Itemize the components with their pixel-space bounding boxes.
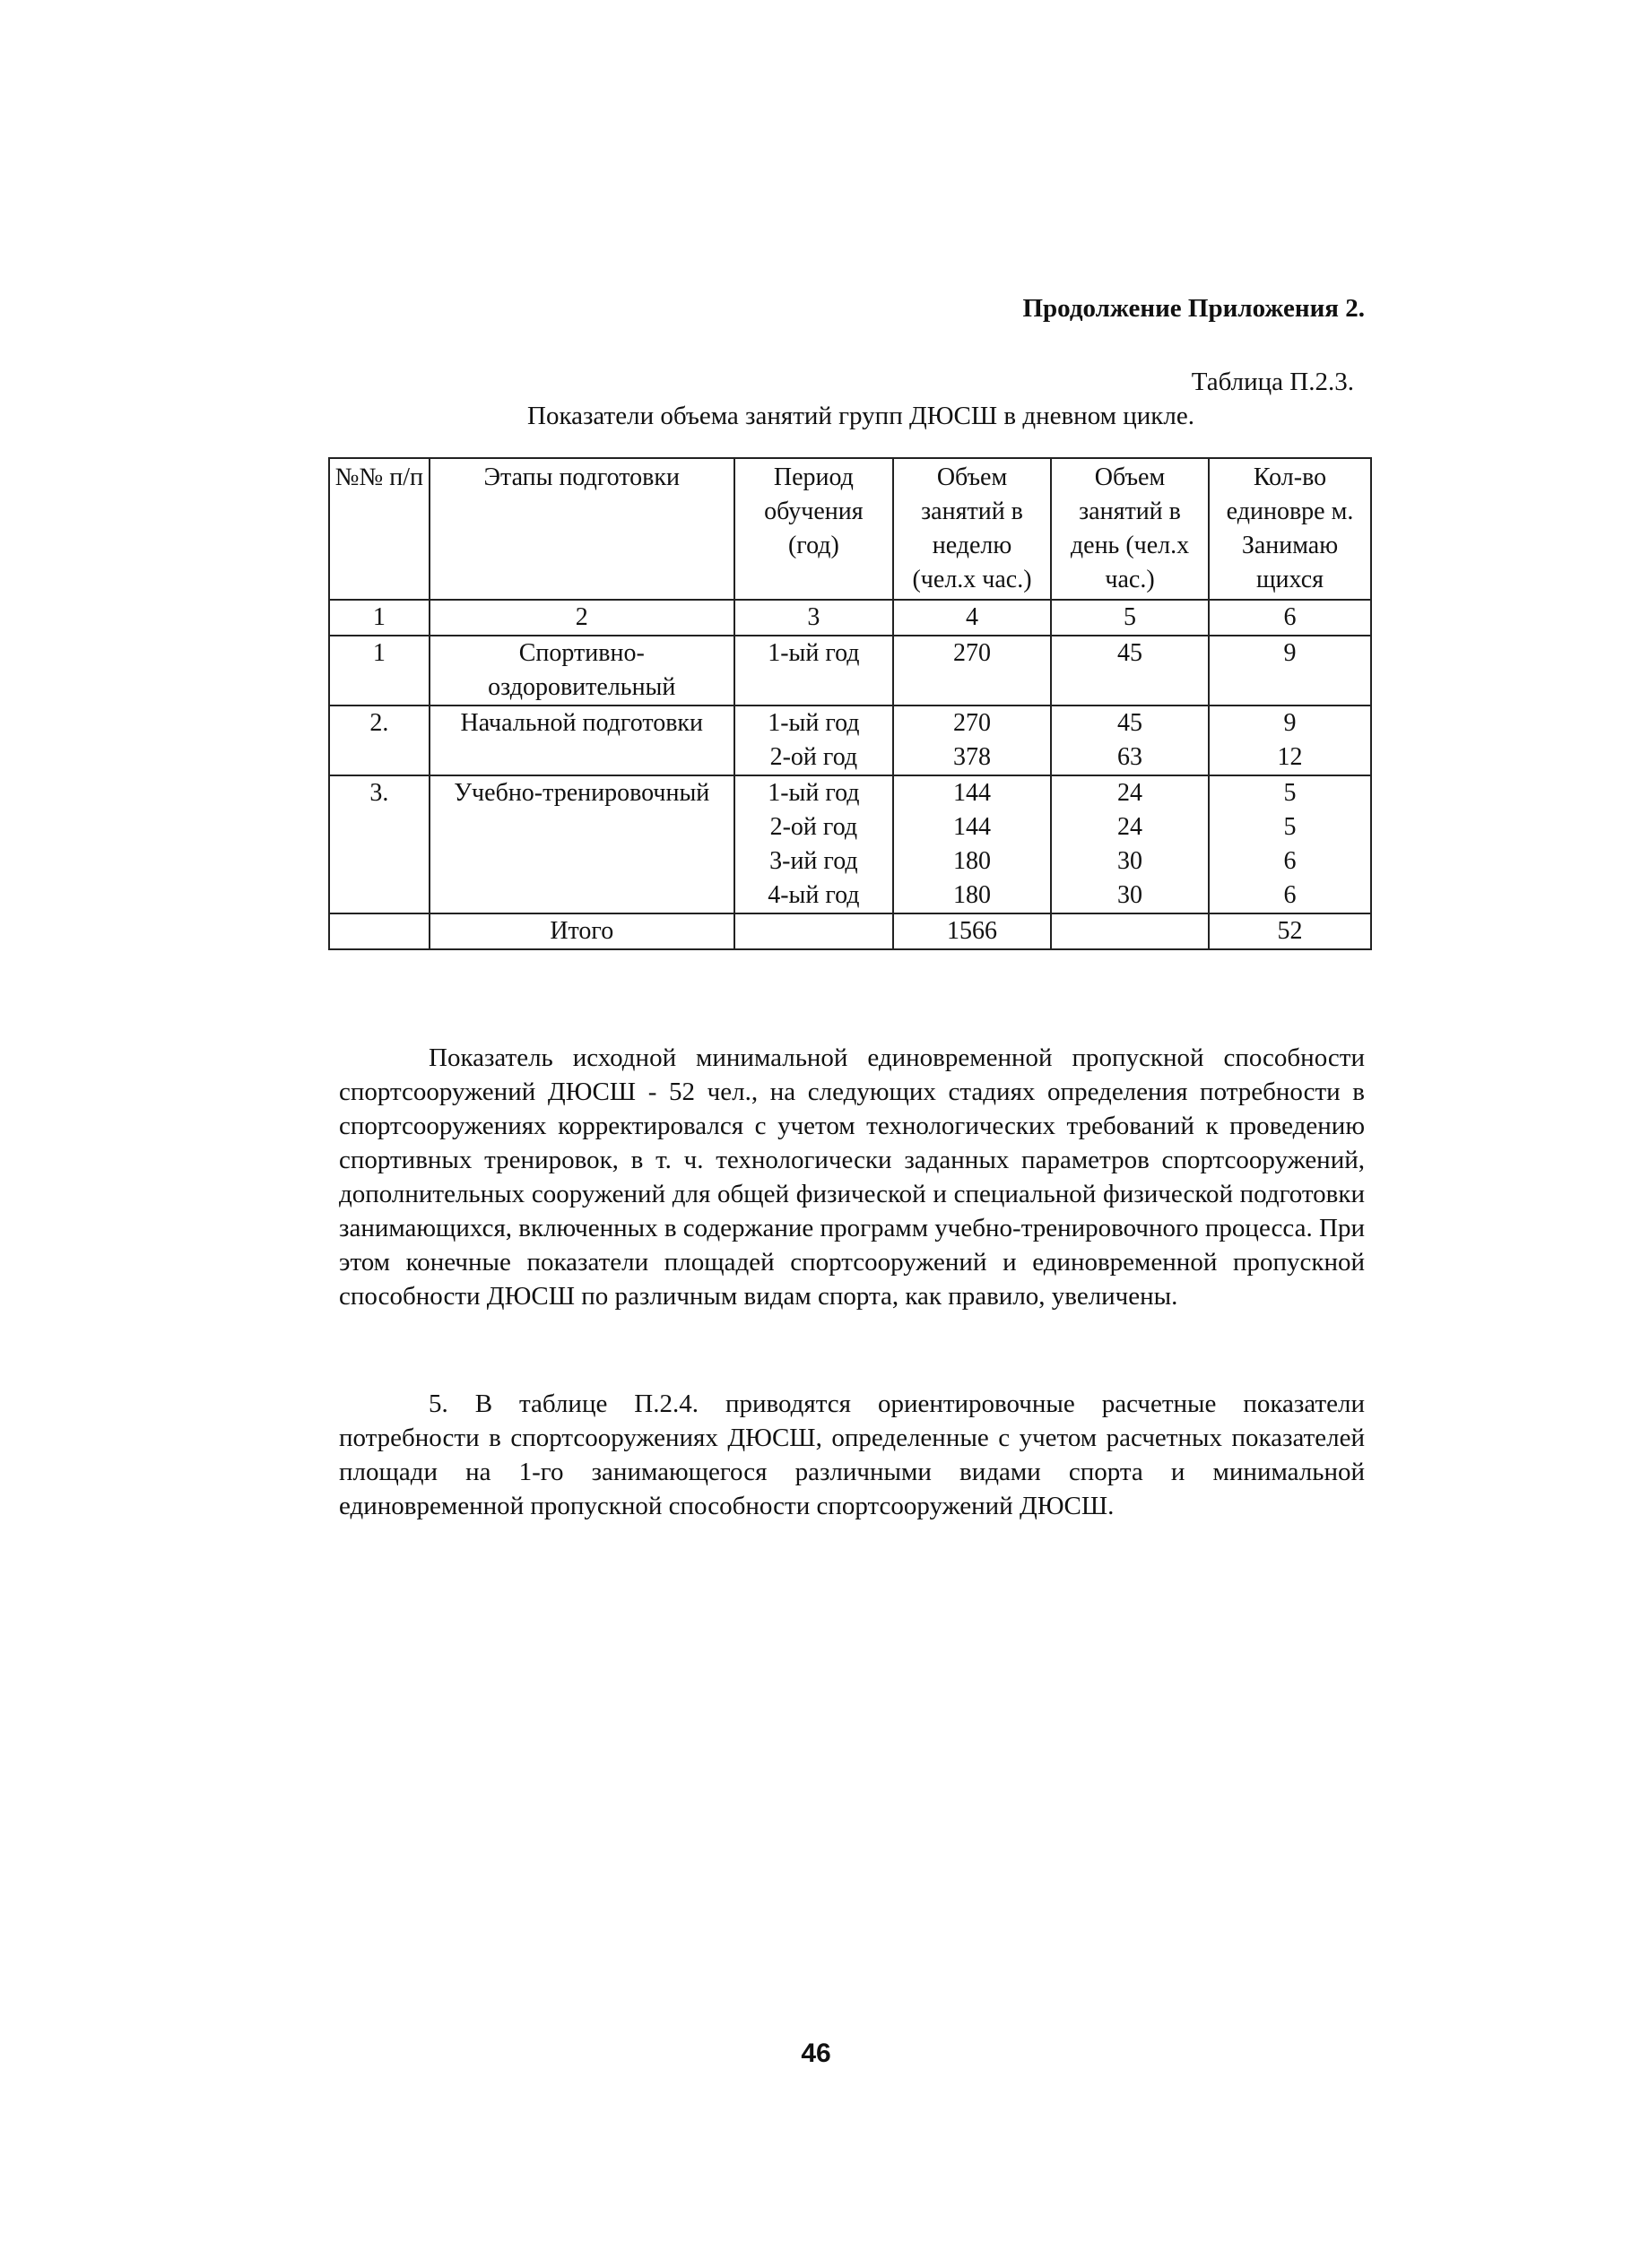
weekly-value: 144 [953, 813, 992, 841]
period-value: 1-ый год [768, 779, 860, 807]
row-weekly [893, 775, 1051, 913]
total-row [329, 913, 1371, 949]
period-value: 2-ой год [769, 743, 858, 771]
row-daily [1051, 706, 1209, 775]
row-stage: Учебно-тренировочный [430, 775, 734, 913]
row-count [1209, 636, 1371, 706]
row-weekly [893, 636, 1051, 706]
period-value: 2-ой год [769, 813, 858, 841]
header-daily-volume: Объем занятий в день (чел.х час.) [1051, 458, 1209, 600]
header-period: Период обучения (год) [734, 458, 893, 600]
count-value: 5 [1283, 813, 1297, 841]
total-empty-cell [329, 913, 430, 949]
row-number: 3. [329, 775, 430, 913]
count-value: 12 [1277, 743, 1303, 771]
page-number: 46 [801, 2039, 831, 2068]
paragraph-capacity: Показатель исходной минимальной единовременной пропускной способности спортсооружений ДЮСШ - 52 чел., на следующих стадиях определения потребности в спортсооружениях корректировался с учетом технологических требований к проведению спортивных тренировок, в т. ч. технологически заданных параметров спортсооружений, дополнительных сооружений для общей физической и специальной физической подготовки занимающихся, включенных в содержание программ учебно-тренировочного процесса. При этом конечные показатели площадей спортсооружений и единовременной пропускной способности ДЮСШ по различным видам спорта, как правило, увеличены. [339, 1043, 1365, 1311]
total-empty-cell [734, 913, 893, 949]
period-value: 1-ый год [768, 709, 860, 737]
header-stage: Этапы подготовки [430, 458, 734, 600]
weekly-value: 180 [953, 847, 992, 875]
row-number: 1 [329, 636, 430, 706]
period-value: 4-ый год [768, 881, 860, 909]
column-number: 4 [893, 600, 1051, 636]
count-value: 5 [1283, 779, 1297, 807]
column-number: 3 [734, 600, 893, 636]
table-number: Таблица П.2.3. [1191, 368, 1354, 396]
table-row [329, 636, 1371, 706]
count-value: 9 [1283, 639, 1297, 667]
daily-value: 30 [1117, 881, 1142, 909]
header-weekly-volume: Объем занятий в неделю (чел.х час.) [893, 458, 1051, 600]
column-number: 1 [329, 600, 430, 636]
period-value: 3-ий год [769, 847, 858, 875]
daily-value: 30 [1117, 847, 1142, 875]
indicators-table [328, 457, 1372, 950]
period-value: 1-ый год [768, 639, 860, 667]
total-weekly: 1566 [893, 913, 1051, 949]
row-daily [1051, 775, 1209, 913]
daily-value: 45 [1117, 639, 1142, 667]
weekly-value: 144 [953, 779, 992, 807]
column-number: 5 [1051, 600, 1209, 636]
daily-value: 24 [1117, 779, 1142, 807]
count-value: 6 [1283, 847, 1297, 875]
weekly-value: 270 [953, 639, 992, 667]
total-label: Итого [430, 913, 734, 949]
total-empty-cell [1051, 913, 1209, 949]
weekly-value: 180 [953, 881, 992, 909]
column-numbers-row [329, 600, 1371, 636]
weekly-value: 270 [953, 709, 992, 737]
table-row [329, 706, 1371, 775]
daily-value: 24 [1117, 813, 1142, 841]
column-number: 2 [430, 600, 734, 636]
continuation-heading: Продолжение Приложения 2. [1022, 294, 1365, 323]
table-title: Показатели объема занятий групп ДЮСШ в дневном цикле. [527, 402, 1194, 430]
table-row [329, 775, 1371, 913]
row-daily [1051, 636, 1209, 706]
daily-value: 45 [1117, 709, 1142, 737]
header-number: №№ п/п [329, 458, 430, 600]
row-weekly [893, 706, 1051, 775]
header-simultaneous-count: Кол-во единовре м. Занимаю щихся [1209, 458, 1371, 600]
row-count [1209, 775, 1371, 913]
column-number: 6 [1209, 600, 1371, 636]
paragraph-table-reference: 5. В таблице П.2.4. приводятся ориентировочные расчетные показатели потребности в спортсооружениях ДЮСШ, определенные с учетом расчетных показателей площади на 1-го занимающегося различными видами спорта и минимальной единовременной пропускной способности спортсооружений ДЮСШ. [339, 1389, 1365, 1520]
row-period [734, 706, 893, 775]
row-stage: Начальной подготовки [430, 706, 734, 775]
row-period [734, 775, 893, 913]
total-count: 52 [1209, 913, 1371, 949]
count-value: 6 [1283, 881, 1297, 909]
row-period [734, 636, 893, 706]
weekly-value: 378 [953, 743, 992, 771]
row-count [1209, 706, 1371, 775]
row-stage: Спортивно-оздоровительный [430, 636, 734, 706]
table-header-row [329, 458, 1371, 600]
count-value: 9 [1283, 709, 1297, 737]
row-number: 2. [329, 706, 430, 775]
daily-value: 63 [1117, 743, 1142, 771]
